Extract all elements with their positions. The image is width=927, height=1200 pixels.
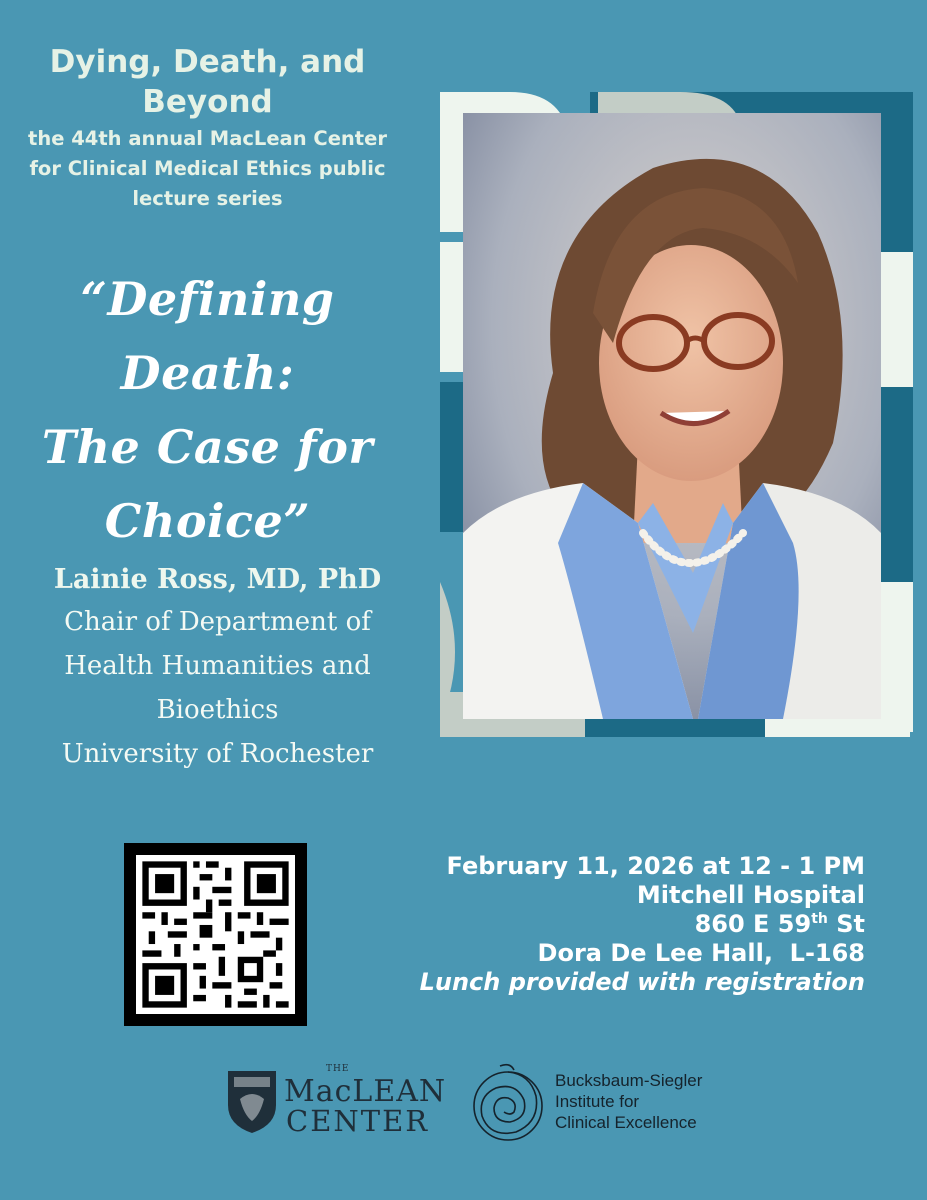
maclean-the: THE <box>326 1064 350 1074</box>
speaker-affiliation: University of Rochester <box>61 739 374 769</box>
address-number: 860 E 59 <box>694 910 812 938</box>
speaker-title-line: Chair of Department of <box>64 607 371 637</box>
bsi-line: Clinical Excellence <box>555 1113 697 1132</box>
lecture-title-line: The Case for <box>41 420 374 474</box>
spiral-logo-icon <box>470 1062 548 1144</box>
address-suffix: th <box>811 911 828 927</box>
speaker-title-line: Bioethics <box>156 695 279 725</box>
series-title: Dying, Death, and Beyond <box>49 44 366 120</box>
speaker-title-line: Health Humanities and <box>64 651 371 681</box>
lecture-title <box>20 262 395 558</box>
university-crest-icon <box>226 1069 278 1135</box>
lecture-title-line: “Defining <box>80 272 335 326</box>
event-room: Dora De Lee Hall, L-168 <box>537 939 865 967</box>
speaker-block <box>20 560 415 776</box>
maclean-line2: CENTER <box>286 1104 430 1138</box>
lecture-title-line: Death: <box>120 346 295 400</box>
event-venue: Mitchell Hospital <box>636 881 865 909</box>
bsi-line: Institute for <box>555 1092 640 1111</box>
registration-qr-code[interactable] <box>124 843 307 1026</box>
maclean-line1: MacLEAN <box>284 1074 447 1109</box>
event-address <box>395 910 865 939</box>
series-title-block <box>20 42 395 214</box>
lecture-title-line: Choice” <box>104 494 311 548</box>
speaker-name: Lainie Ross, MD, PhD <box>53 564 382 595</box>
series-subtitle: the 44th annual MacLean Center for Clinical Medical Ethics public lecture series <box>28 127 387 210</box>
event-details <box>395 852 865 997</box>
bsi-line: Bucksbaum-Siegler <box>555 1071 703 1090</box>
maclean-center-logo <box>226 1064 447 1140</box>
event-datetime: February 11, 2026 at 12 - 1 PM <box>446 852 865 880</box>
address-street: St <box>827 910 865 938</box>
speaker-photo <box>463 113 881 719</box>
event-note: Lunch provided with registration <box>419 968 865 996</box>
bsi-wordmark <box>555 1070 702 1133</box>
bucksbaum-siegler-logo <box>470 1062 750 1144</box>
